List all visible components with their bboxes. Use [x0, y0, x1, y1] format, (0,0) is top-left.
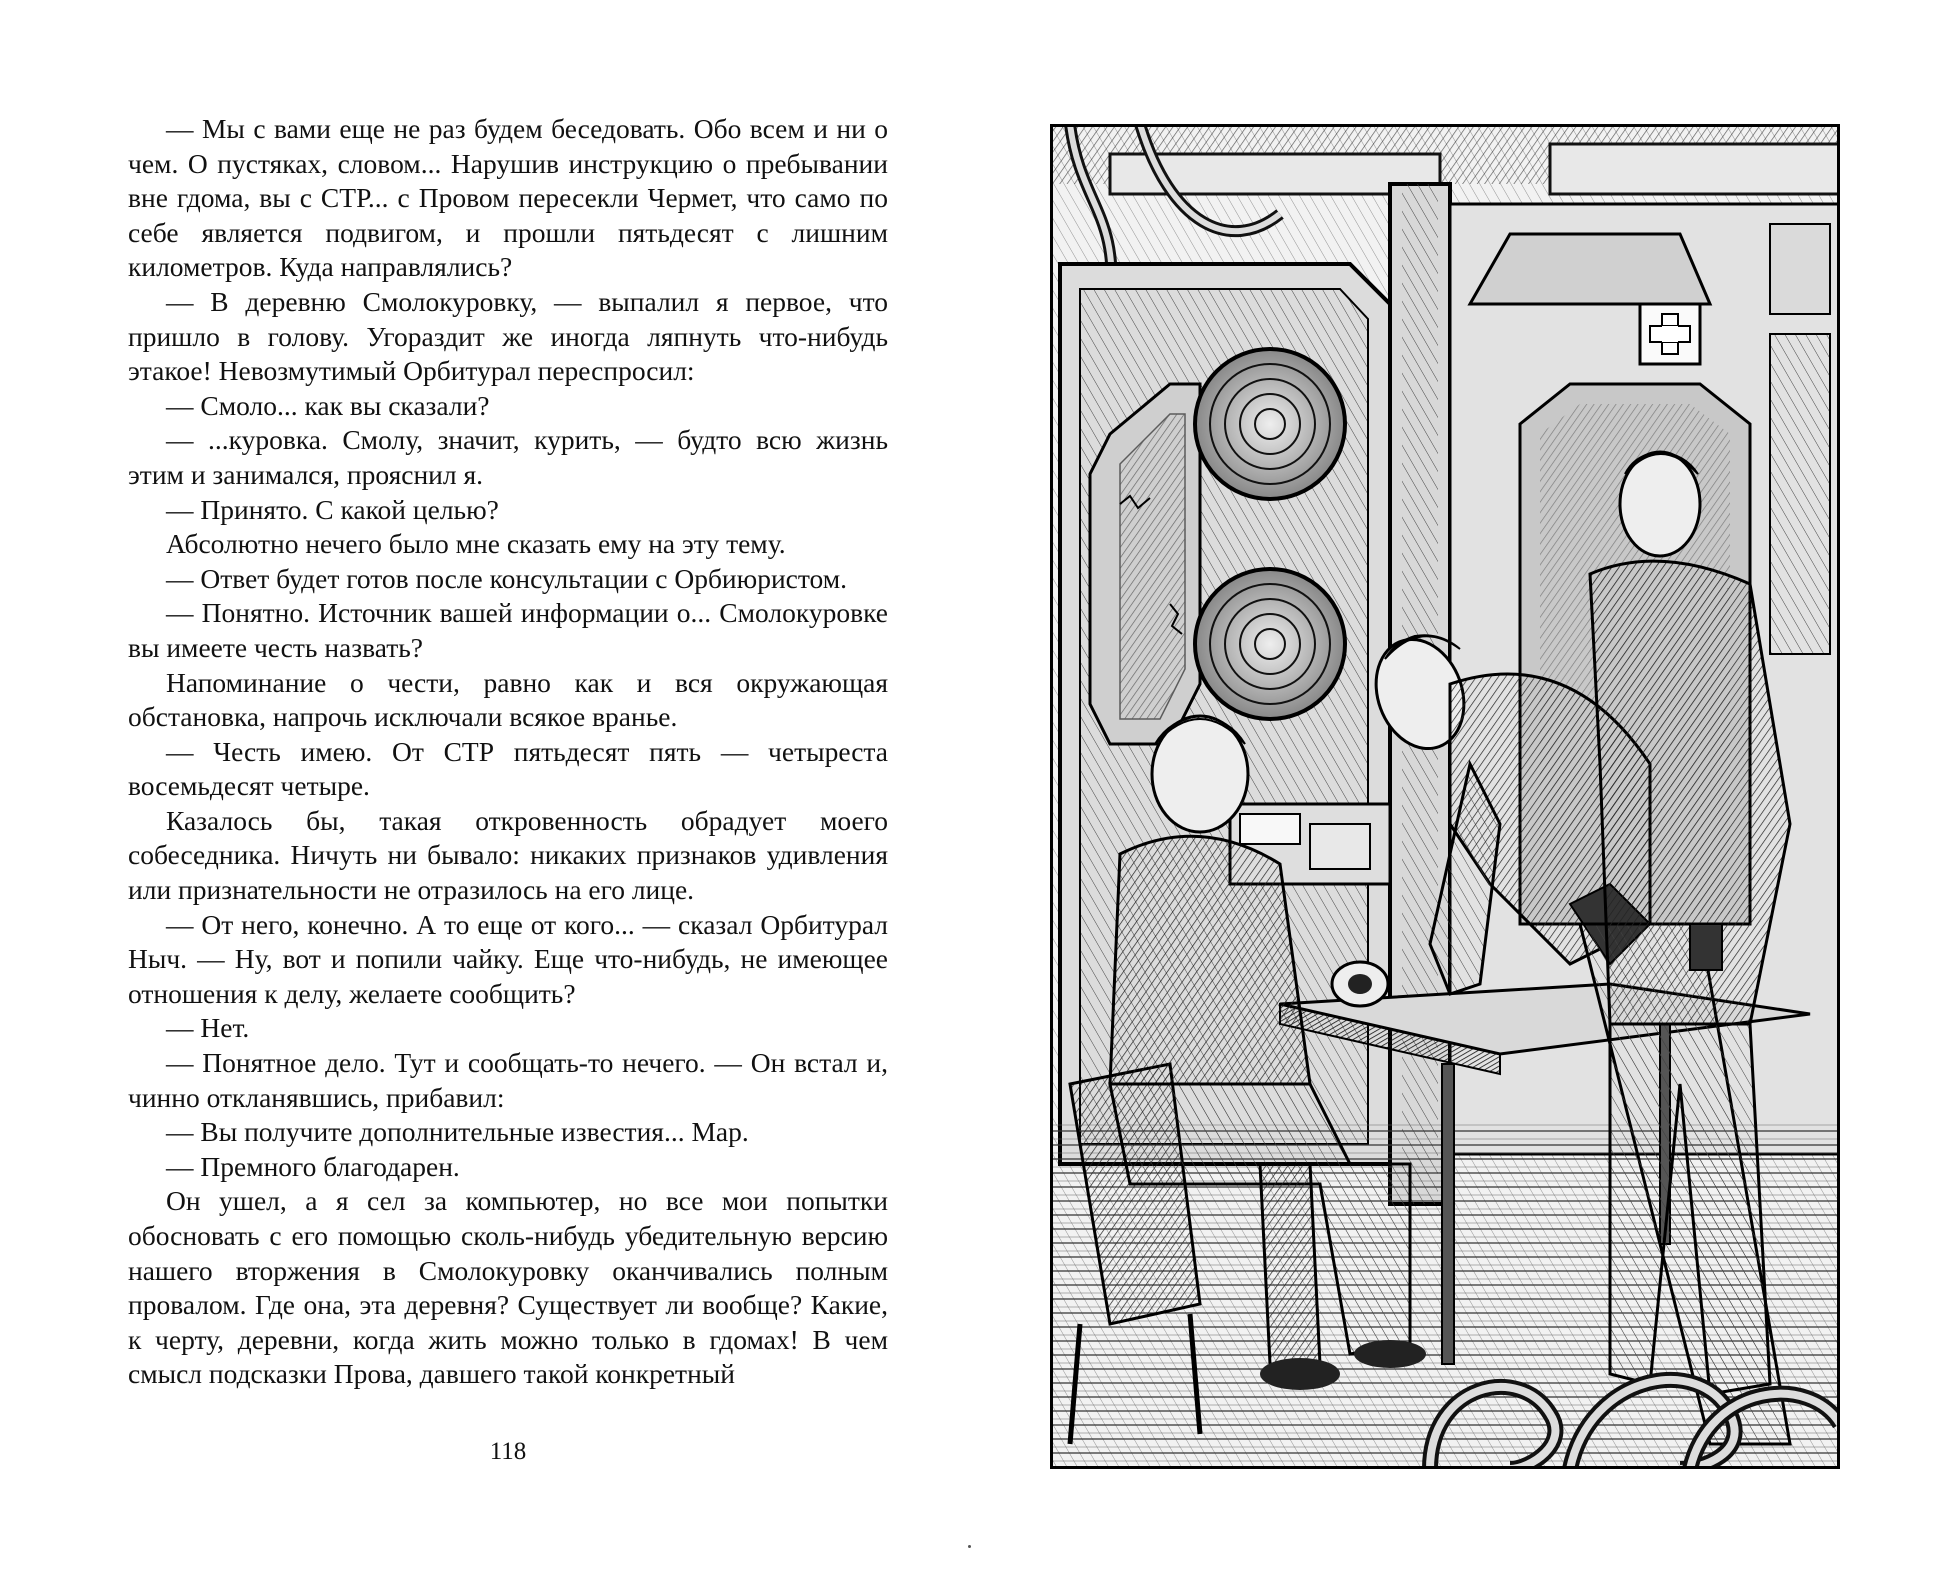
paragraph: — ...куровка. Смолу, значит, курить, — будто всю жизнь этим и занимался, прояснил я.: [128, 424, 888, 490]
paragraph: — В деревню Смолокуровку, — выпалил я первое, что пришло в голову. Угораздит же иногда ляпнуть что-нибудь этакое! Невозмутимый Орбитурал переспросил:: [128, 285, 888, 387]
paragraph: — От него, конечно. А то еще от кого... — сказал Орбитурал Ныч. — Ну, вот и попили чайку. Еще что-нибудь, не имеющее отношения к делу, желаете сообщить?: [128, 908, 888, 1009]
paragraph: — Понятно. Источник вашей информации о... Смолокуровке вы имеете честь назвать?: [128, 597, 888, 663]
paragraph: — Нет.: [166, 1012, 250, 1044]
paragraph: — Мы с вами еще не раз будем беседовать. Обо всем и ни о чем. О пустяках, словом... Нарушив инструкцию о пребывании вне гдома, вы с СТР... с Провом пересекли Чермет, что само по себе является подвигом, и прошли пятьдесят с лишним километров. Куда направлялись?: [128, 113, 888, 283]
paragraph: — Смоло... как вы сказали?: [166, 389, 490, 421]
paragraph: Напоминание о чести, равно как и вся окружающая обстановка, напрочь исключали всякое вранье.: [128, 666, 888, 733]
paragraph: Он ушел, а я сел за компьютер, но все мои попытки обосновать с его помощью сколь-нибудь убедительную версию нашего вторжения в Смолокуровку оканчивались полным провалом. Где она, эта деревня? Существует ли вообще? Какие, к черту, деревни, когда жить можно только в гдомах! В чем смысл подсказки Прова, давшего такой конкретный: [128, 1185, 888, 1390]
left-page-text: [128, 112, 888, 1392]
paragraph: — Понятное дело. Тут и сообщать-то нечего. — Он встал и, чинно откланявшись, прибавил:: [128, 1047, 888, 1113]
paragraph: — Принято. С какой целью?: [166, 493, 499, 525]
right-page: [1050, 124, 1840, 1469]
paragraph: — Вы получите дополнительные известия... Мар.: [166, 1116, 749, 1148]
wall-disc: [1195, 569, 1345, 719]
paragraph: — Честь имею. От СТР пятьдесят пять — четыреста восемьдесят четыре.: [128, 735, 888, 802]
page-number: 118: [489, 1438, 527, 1465]
paragraph: — Ответ будет готов после консультации с Орбиюристом.: [166, 562, 848, 594]
paragraph: Казалось бы, такая откровенность обрадует моего собеседника. Ничуть ни бывало: никаких признаков удивления или признательности не отразилось на его лице.: [128, 804, 888, 906]
illustration-drawing: [1050, 124, 1840, 1469]
paragraph: Абсолютно нечего было мне сказать ему на эту тему.: [166, 528, 786, 560]
gutter-mark: [968, 1545, 971, 1548]
paragraph: — Премного благодарен.: [166, 1150, 460, 1182]
illustration: [1050, 124, 1840, 1469]
wall-disc: [1195, 349, 1345, 499]
